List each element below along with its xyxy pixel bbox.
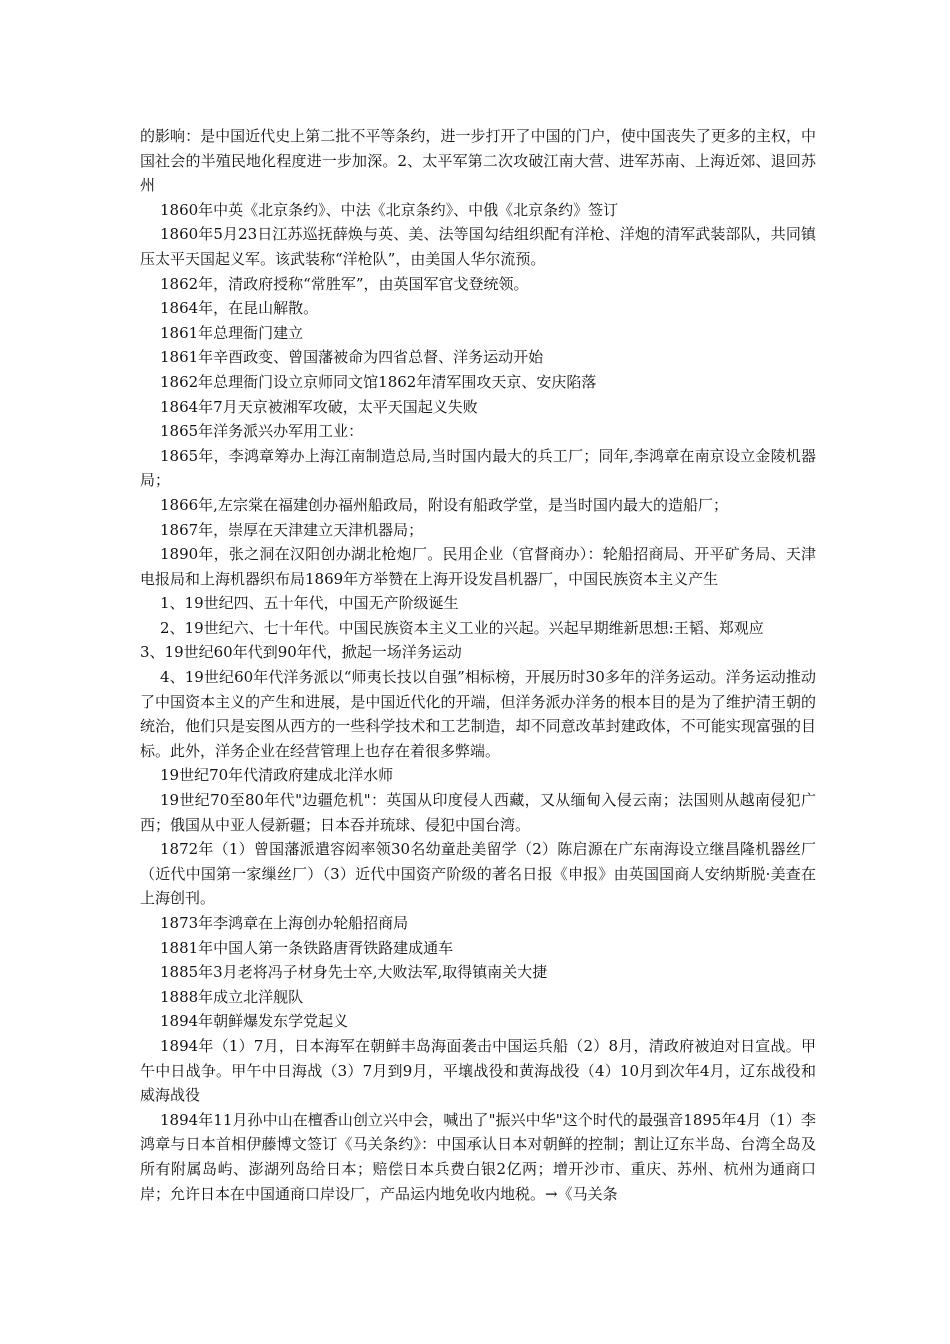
paragraph-16: 2、19世纪六、七十年代。中国民族资本主义工业的兴起。兴起早期维新思想:王韬、郑观应 <box>160 618 764 637</box>
paragraph-17: 3、19世纪60年代到90年代，掀起一场洋务运动 <box>140 643 462 662</box>
paragraph-20: 19世纪70至80年代"边疆危机"：英国从印度侵人西藏，又从缅甸入侵云南；法国则从越南侵犯广西；俄国从中亚人侵新疆；日本吞并琉球、侵犯中国台湾。 <box>140 791 816 834</box>
paragraph-23: 1881年中国人第一条铁路唐胥铁路建成通车 <box>160 938 454 957</box>
paragraph-2: 1860年中英《北京条约》、中法《北京条约》、中俄《北京条约》签订 <box>160 200 619 219</box>
paragraph-9: 1864年7月天京被湘军攻破，太平天国起义失败 <box>160 397 478 416</box>
paragraph-22: 1873年李鸿章在上海创办轮船招商局 <box>160 914 409 932</box>
paragraph-19: 19世纪70年代清政府建成北洋水师 <box>160 766 394 785</box>
paragraph-7: 1861年辛酉政变、曾国藩被命为四省总督、洋务运动开始 <box>160 348 544 367</box>
paragraph-26: 1894年朝鲜爆发东学党起义 <box>160 1012 349 1031</box>
paragraph-15: 1、19世纪四、五十年代，中国无产阶级诞生 <box>160 594 459 613</box>
paragraph-1: 的影响：是中国近代史上第二批不平等条约，进一步打开了中国的门户，使中国丧失了更多的主权，中国社会的半殖民地化程度进一步加深。2、太平军第二次攻破江南大营、进军苏南、上海近郊、退回苏州 <box>140 127 816 195</box>
paragraph-14: 1890年，张之洞在汉阳创办湖北枪炮厂。民用企业（官督商办）：轮船招商局、开平矿务局、天津电报局和上海机器织布局1869年方举赞在上海开设发昌机器厂，中国民族资本主义产生 <box>140 545 816 588</box>
document-body <box>140 124 816 1206</box>
paragraph-25: 1888年成立北洋舰队 <box>160 987 304 1006</box>
paragraph-24: 1885年3月老将冯子材身先士卒,大败法军,取得镇南关大捷 <box>160 963 548 982</box>
paragraph-12: 1866年,左宗棠在福建创办福州船政局，附设有船政学堂，是当时国内最大的造船厂； <box>160 495 728 514</box>
paragraph-27: 1894年（1）7月，日本海军在朝鲜丰岛海面袭击中国运兵船（2）8月，清政府被迫对日宣战。甲午中日战争。甲午中日海战（3）7月到9月，平壤战役和黄海战役（4）10月到次年4月，辽东战役和威海战役 <box>140 1036 816 1105</box>
paragraph-28: 1894年11月孙中山在檀香山创立兴中会，喊出了"振兴中华"这个时代的最强音1895年4月（1）李鸿章与日本首相伊藤博文签订《马关条约》：中国承认日本对朝鲜的控制；割让辽东半岛、台湾全岛及所有附属岛屿、澎湖列岛给日本；赔偿日本兵费白银2亿两；增开沙市、重庆、苏州、杭州为通商口岸；允许日本在中国通商口岸设厂，产品运内地免收内地税。→《马关条 <box>140 1110 816 1203</box>
paragraph-6: 1861年总理衙门建立 <box>160 323 304 342</box>
paragraph-11: 1865年，李鸿章筹办上海江南制造总局,当时国内最大的兵工厂；同年,李鸿章在南京设立金陵机器局； <box>140 446 816 490</box>
paragraph-5: 1864年，在昆山解散。 <box>160 299 319 318</box>
paragraph-8: 1862年总理衙门设立京师同文馆1862年清军围攻天京、安庆陷落 <box>160 372 597 391</box>
paragraph-21: 1872年（1）曾国藩派遣容闳率领30名幼童赴美留学（2）陈启源在广东南海设立继昌隆机器丝厂（近代中国第一家缫丝厂）（3）近代中国资产阶级的著名日报《申报》由英国国商人安纳斯脱·美查在上海创刊。 <box>140 840 816 908</box>
paragraph-10: 1865年洋务派兴办军用工业： <box>160 422 364 441</box>
paragraph-18: 4、19世纪60年代洋务派以“师夷长技以自强”相标榜，开展历时30多年的洋务运动。洋务运动推动了中国资本主义的产生和进展，是中国近代化的开端，但洋务派办洋务的根本目的是为了维护清王朝的统治，他们只是妄图从西方的一些科学技术和工艺制造，却不同意改革封建政体，不可能实现富强的目标。此外，洋务企业在经营管理上也存在着很多弊端。 <box>140 668 816 760</box>
paragraph-3: 1860年5月23日江苏巡抚薛焕与英、美、法等国勾结组织配有洋枪、洋炮的清军武装部队，共同镇压太平天国起义军。该武装称“洋枪队”，由美国人华尔流预。 <box>140 225 816 268</box>
paragraph-13: 1867年，崇厚在天津建立天津机器局； <box>160 520 424 539</box>
paragraph-4: 1862年，清政府授称“常胜军”，由英国军官戈登统领。 <box>160 274 529 293</box>
